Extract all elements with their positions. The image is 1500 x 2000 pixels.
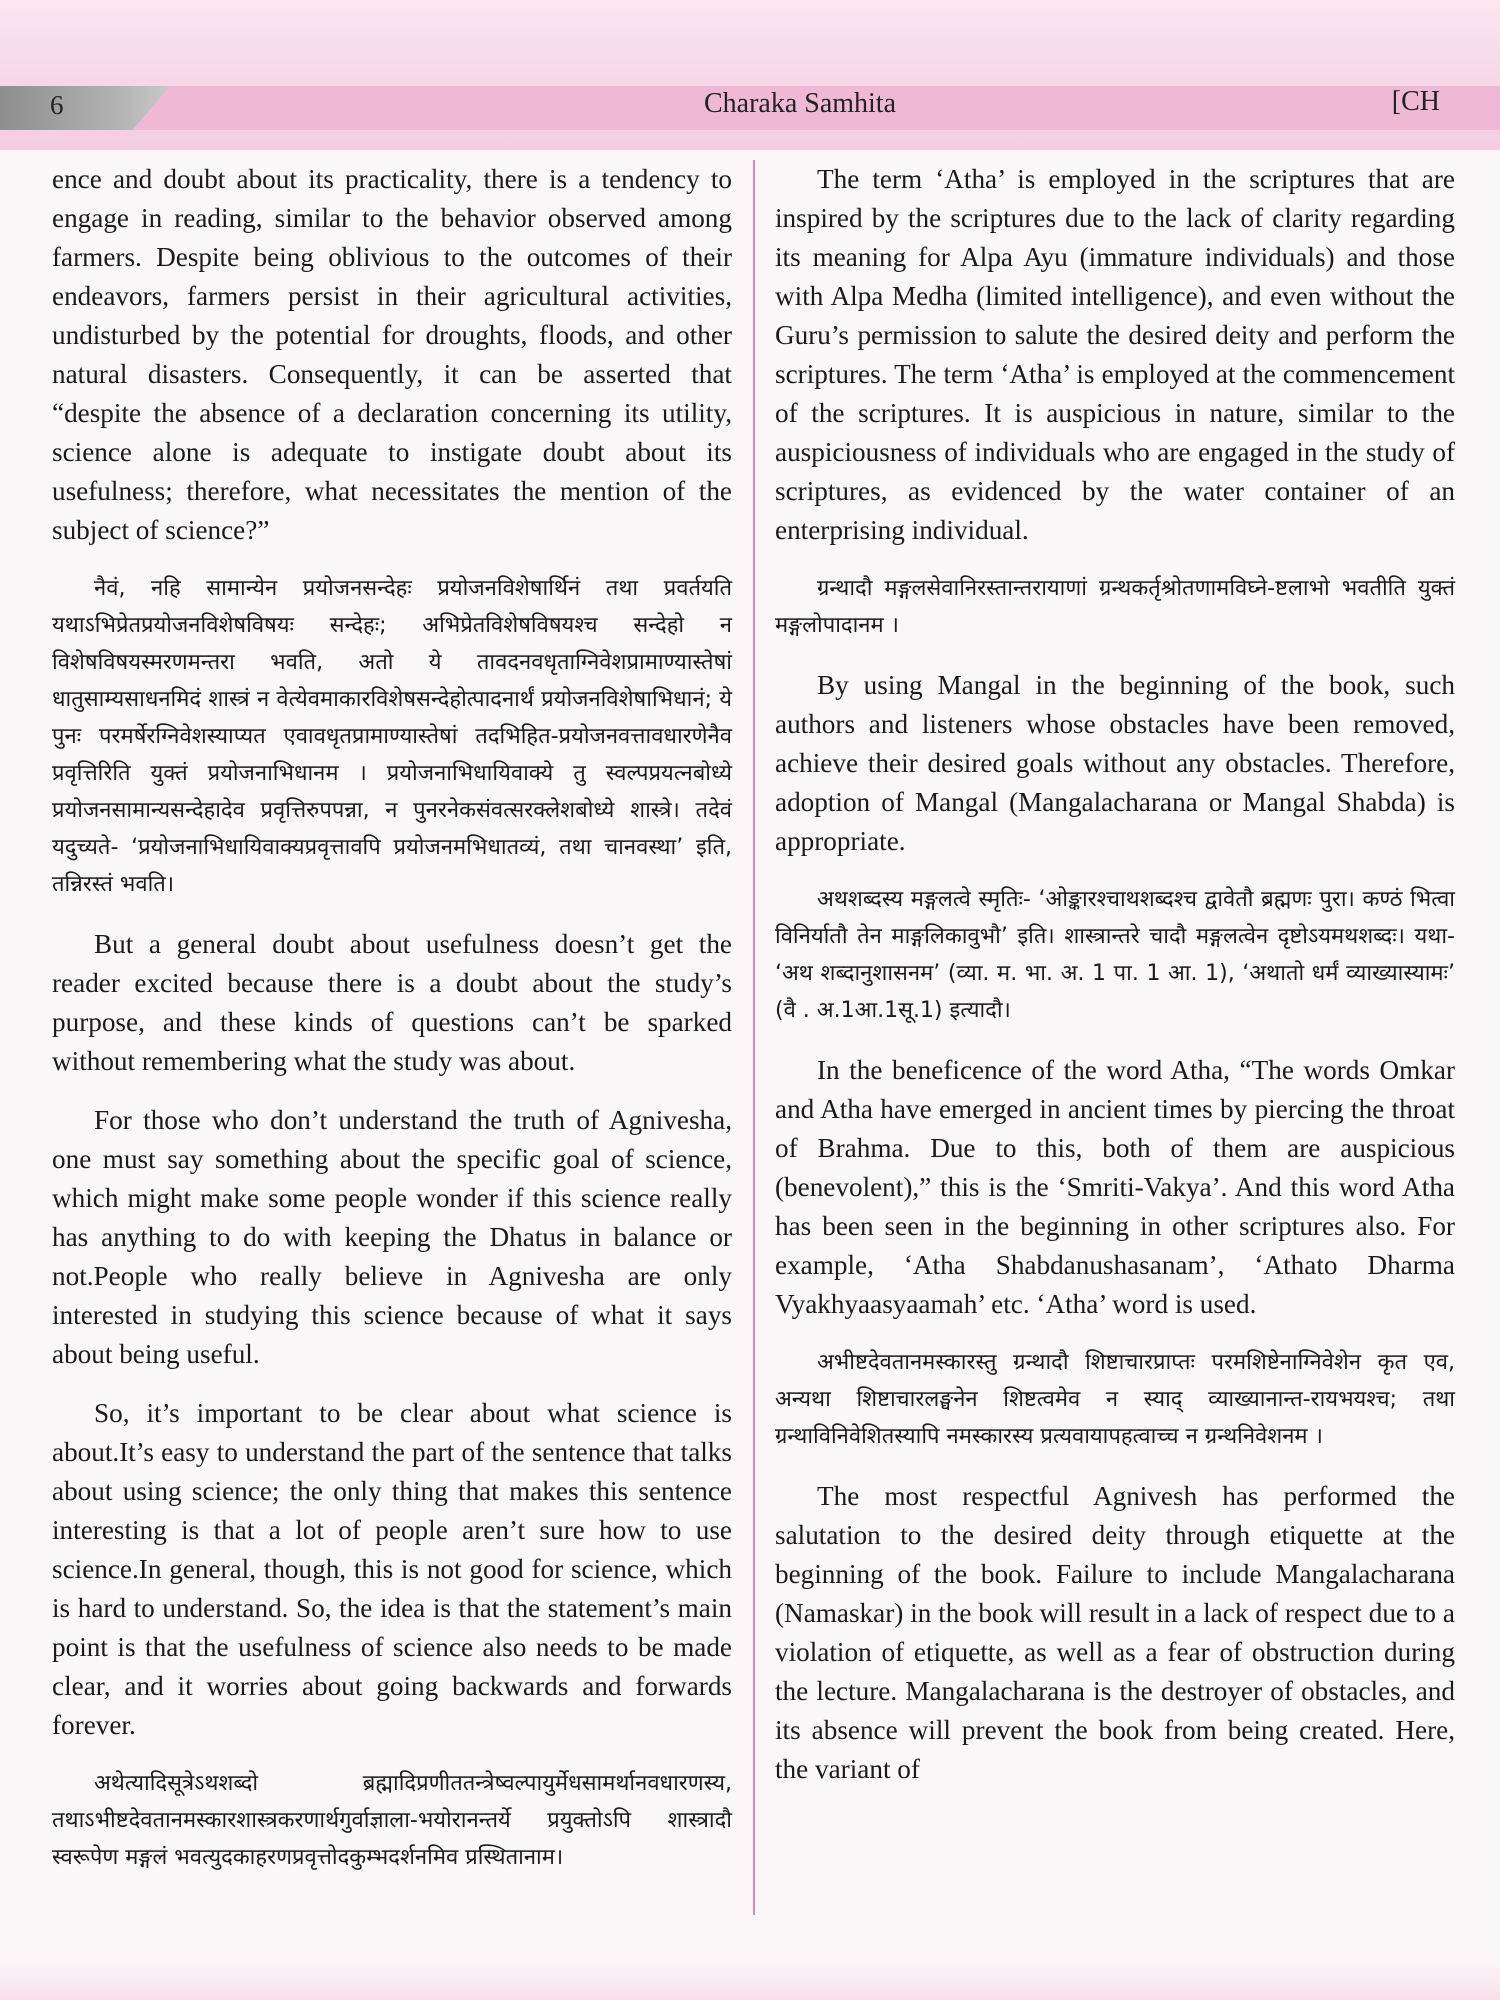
page-number: 6 (50, 90, 64, 120)
left-column (52, 160, 732, 1898)
column-divider (753, 160, 755, 1915)
left-sanskrit-1: नैवं, नहि सामान्येन प्रयोजनसन्देहः प्रयोजनविशेषार्थिनं तथा प्रवर्तयति यथाऽभिप्रेतप्रयोजनविशेषविषयः सन्देहः; अभिप्रेतविशेषविषयश्च सन्देहो न विशेषविषयस्मरणमन्तरा भवति, अतो ये तावदनवधृताग्निवेशप्रामाण्यास्तेषां धातुसाम्यसाधनमिदं शास्त्रं न वेत्येवमाकारविशेषसन्देहोत्पादनार्थं प्रयोजनविशेषाभिधानं; ये पुनः परमर्षेरग्निवेशस्याप्यत एवावधृतप्रामाण्यास्तेषां तदभिहित-प्रयोजनवत्तावधारणेनैव प्रवृत्तिरिति युक्तं प्रयोजनाभिधानम । प्रयोजनाभिधायिवाक्ये तु स्वल्पप्रयत्नबोध्ये प्रयोजनसामान्यसन्देहादेव प्रवृत्तिरुपपन्ना, न पुनरनेकसंवत्सरक्लेशबोध्ये शास्त्रे। तदेवं यदुच्यते- ‘प्रयोजनाभिधायिवाक्यप्रवृत्तावपि प्रयोजनमभिधातव्यं, तथा चानवस्था’ इति, तन्निरस्तं भवति। (52, 576, 732, 897)
right-paragraph-2: By using Mangal in the beginning of the book, such authors and listeners whose obstacles have been removed, achieve their desired goals without any obstacles. Therefore, adoption of Mangal (Mangalacharana or Mangal Shabda) is appropriate. (775, 670, 1455, 856)
left-paragraph-2: But a general doubt about usefulness doesn’t get the reader excited because there is a doubt about the study’s purpose, and these kinds of questions can’t be sparked without remembering what the study was about. (52, 929, 732, 1076)
right-paragraph-3: In the beneficence of the word Atha, “The words Omkar and Atha have emerged in ancient times by piercing the throat of Brahma. Due to this, both of them are auspicious (benevolent),” this is the ‘Smriti-Vakya’. And this word Atha has been seen in the beginning in other scriptures also. For example, ‘Atha Shabdanushasanam’, ‘Athato Dharma Vyakhyaasyaamah’ etc. ‘Atha’ word is used. (775, 1055, 1455, 1319)
right-column (775, 160, 1455, 1809)
right-sanskrit-2: अथशब्दस्य मङ्गलत्वे स्मृतिः- ‘ओङ्कारश्चाथशब्दश्च द्वावेतौ ब्रह्मणः पुरा। कण्ठं भित्वा विनिर्यातौ तेन माङ्गलिकावुभौ’ इति। शास्त्रान्तरे चादौ मङ्गलत्वेन दृष्टोऽयमथशब्दः। यथा- ‘अथ शब्दानुशासनम’ (व्या. म. भा. अ. 1 पा. 1 आ. 1), ‘अथातो धर्मं व्याख्यास्यामः’ (वै . अ.1आ.1सू.1) इत्यादौ। (775, 887, 1455, 1023)
left-paragraph-1: ence and doubt about its practicality, there is a tendency to engage in reading, similar to the behavior observed among farmers. Despite being oblivious to the outcomes of their endeavors, farmers persist in their agricultural activities, undisturbed by the potential for droughts, floods, and other natural disasters. Consequently, it can be asserted that “despite the absence of a declaration concerning its utility, science alone is adequate to instigate doubt about its usefulness; therefore, what necessitates the mention of the subject of science?” (52, 164, 732, 545)
left-paragraph-4: So, it’s important to be clear about what science is about.It’s easy to understand the part of the sentence that talks about using science; the only thing that makes this sentence interesting is that a lot of people aren’t sure how to use science.In general, though, this is not good for science, which is hard to understand. So, the idea is that the statement’s main point is that the usefulness of science also needs to be made clear, and it worries about going backwards and forwards forever. (52, 1398, 732, 1740)
running-title: Charaka Samhita (703, 88, 897, 119)
right-paragraph-4: The most respectful Agnivesh has performed the salutation to the desired deity through etiquette at the beginning of the book. Failure to include Mangalacharana (Namaskar) in the book will result in a lack of respect due to a violation of etiquette, as well as a fear of obstruction during the lecture. Mangalacharana is the destroyer of obstacles, and its absence will prevent the book from being created. Here, the variant of (775, 1481, 1455, 1784)
right-sanskrit-3: अभीष्टदेवतानमस्कारस्तु ग्रन्थादौ शिष्टाचारप्राप्तः परमशिष्टेनाग्निवेशेन कृत एव, अन्यथा शिष्टाचारलङ्घनेन शिष्टत्वमेव न स्याद् व्याख्यानान्त-रायभयश्च; तथा ग्रन्थाविनिवेशितस्यापि नमस्कारस्य प्रत्यवायापहत्वाच्च न ग्रन्थनिवेशनम । (775, 1350, 1455, 1449)
footer-background (0, 1960, 1500, 2000)
right-paragraph-1: The term ‘Atha’ is employed in the scriptures that are inspired by the scriptures due to the lack of clarity regarding its meaning for Alpa Ayu (immature individuals) and those with Alpa Medha (limited intelligence), and even without the Guru’s permission to salute the desired deity and perform the scriptures. The term ‘Atha’ is employed at the commencement of the scriptures. It is auspicious in nature, similar to the auspiciousness of individuals who are engaged in the study of scriptures, as evidenced by the water container of an enterprising individual. (775, 164, 1455, 545)
right-sanskrit-1: ग्रन्थादौ मङ्गलसेवानिरस्तान्तरायाणां ग्रन्थकर्तृश्रोतणामविघ्ने-ष्टलाभो भवतीति युक्तं मङ्गलोपादानम । (775, 576, 1455, 638)
left-sanskrit-2: अथेत्यादिसूत्रेऽथशब्दो ब्रह्मादिप्रणीततन्त्रेष्वल्पायुर्मेधसामर्थानवधारणस्य, तथाऽभीष्टदेवतानमस्कारशास्त्रकरणार्थगुर्वाज्ञाला-भयोरानन्तर्ये प्रयुक्तोऽपि शास्त्रादौ स्वरूपेण मङ्गलं भवत्युदकाहरणप्रवृत्तोदकुम्भदर्शनमिव प्रस्थितानाम। (52, 1771, 732, 1870)
running-chapter: [CH (1391, 86, 1440, 117)
left-paragraph-3: For those who don’t understand the truth of Agnivesha, one must say something about the specific goal of science, which might make some people wonder if this science really has anything to do with keeping the Dhatus in balance or not.People who really believe in Agnivesha are only interested in studying this science because of what it says about being useful. (52, 1105, 732, 1369)
